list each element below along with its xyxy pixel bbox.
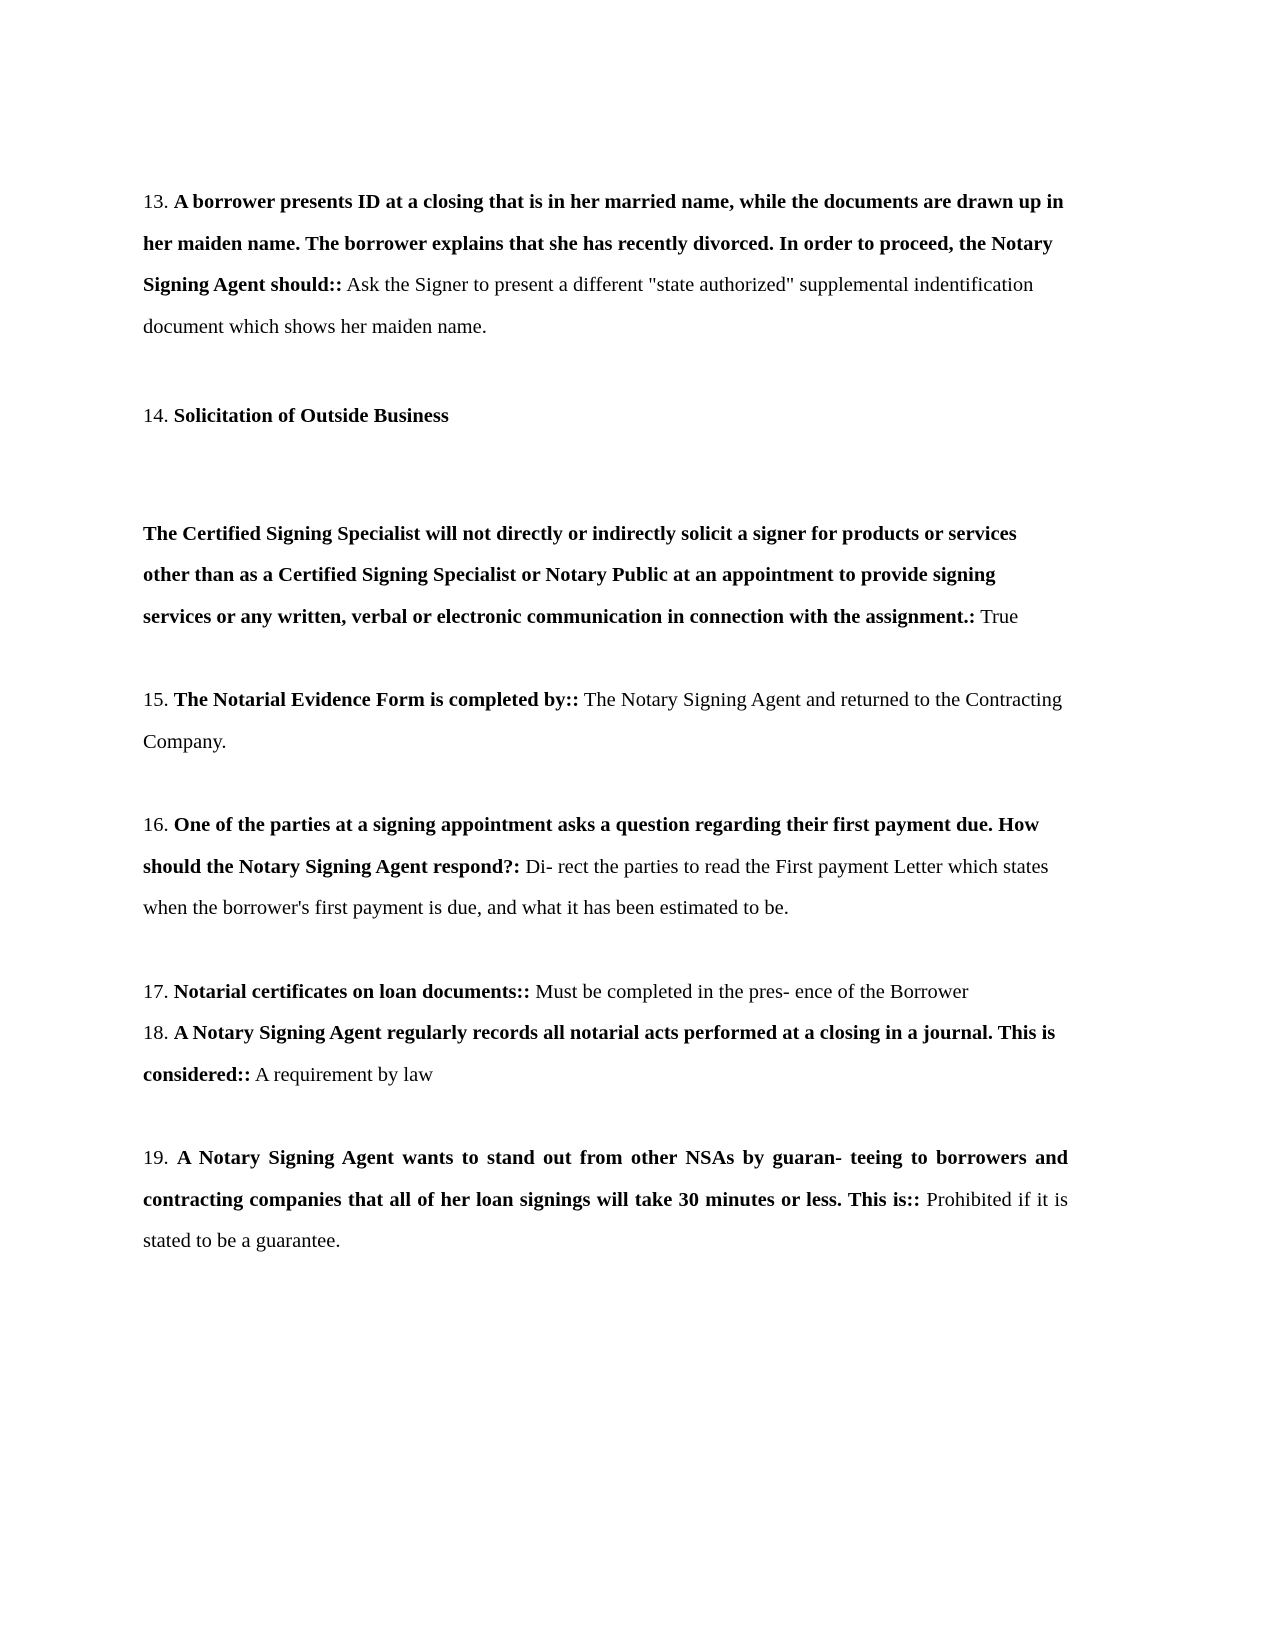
item-number: 18. xyxy=(143,1022,169,1044)
spacer xyxy=(143,1096,1068,1138)
item-number: 13. xyxy=(143,191,169,213)
item-number: 16. xyxy=(143,814,169,836)
qa-item-19 xyxy=(143,1138,1068,1263)
item-number: 19. xyxy=(143,1147,169,1169)
item-question: Notarial certificates on loan documents:: xyxy=(173,980,531,1003)
item-answer: Prohibited if it is stated to be a guarantee. xyxy=(143,1188,1069,1252)
item-answer: Di- rect the parties to read the First payment Letter which states when the borrower's first payment is due, and what it has been estimated to be. xyxy=(143,855,1049,919)
item-answer: True xyxy=(980,605,1019,628)
item-question: One of the parties at a signing appointment asks a question regarding their first payment due. How should the Notary Signing Agent respond?: xyxy=(143,814,1040,878)
item-question: Solicitation of Outside Business xyxy=(173,405,449,427)
qa-item-15 xyxy=(143,680,1068,763)
item-question: The Notarial Evidence Form is completed by:: xyxy=(173,689,580,711)
item-question: A Notary Signing Agent regularly records all notarial acts performed at a closing in a journal. This is considered:: xyxy=(143,1022,1056,1086)
item-question: The Certified Signing Specialist will not directly or indirectly solicit a signer for products or services other than as a Certified Signing Specialist or Notary Public at an appointment to provide signing services or any written, verbal or electronic communication in connection with the assignment.: xyxy=(143,522,1017,628)
qa-item-17 xyxy=(143,972,1068,1014)
spacer xyxy=(143,763,1068,805)
qa-item-14 xyxy=(143,396,1068,438)
qa-item-13 xyxy=(143,182,1068,348)
item-question: A borrower presents ID at a closing that is in her married name, while the documents are drawn up in her maiden name. The borrower explains that she has recently divorced. In order to proceed, the Notary Signing Agent should:: xyxy=(143,191,1064,296)
qa-item-16 xyxy=(143,805,1068,930)
item-answer: A requirement by law xyxy=(254,1063,433,1086)
spacer xyxy=(143,930,1068,972)
item-number: 15. xyxy=(143,689,169,711)
item-answer: Must be completed in the pres- ence of the Borrower xyxy=(535,980,969,1003)
spacer xyxy=(143,438,1068,514)
qa-item-18 xyxy=(143,1013,1068,1096)
spacer xyxy=(143,638,1068,680)
item-number: 17. xyxy=(143,980,169,1003)
item-question: A Notary Signing Agent wants to stand out from other NSAs by guaran- teeing to borrowers and contracting companies that all of her loan signings will take 30 minutes or less. This is:: xyxy=(143,1147,1068,1211)
item-number: 14. xyxy=(143,405,169,427)
item-answer: Ask the Signer to present a different "state authorized" supplemental indentification document which shows her maiden name. xyxy=(143,274,1034,338)
spacer xyxy=(143,348,1068,396)
qa-item-14-statement xyxy=(143,514,1068,639)
item-answer: The Notary Signing Agent and returned to the Contracting Company. xyxy=(143,689,1063,753)
